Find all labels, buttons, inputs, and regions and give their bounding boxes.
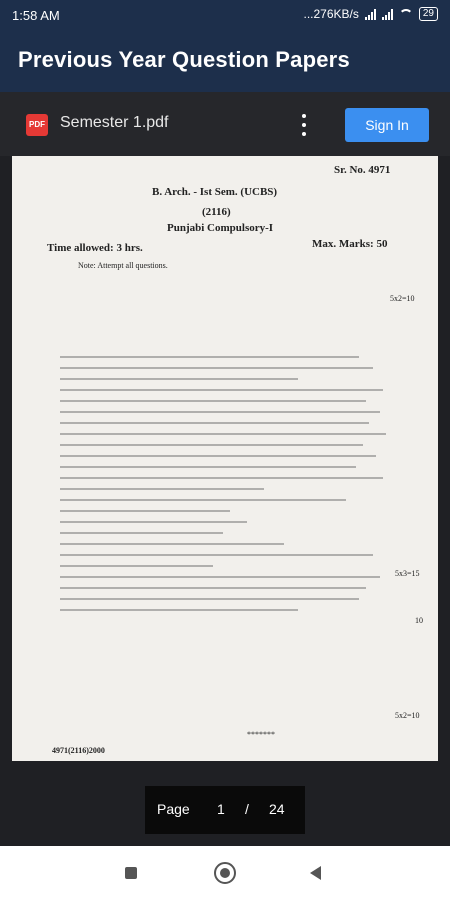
status-bar	[0, 0, 450, 30]
document-page	[12, 156, 438, 761]
footer-stars: *******	[247, 730, 275, 739]
system-nav-bar	[0, 846, 450, 900]
pdf-icon: PDF	[26, 114, 48, 136]
home-icon[interactable]	[214, 862, 236, 884]
page-label: Page	[157, 801, 190, 817]
signal-icon	[365, 9, 376, 20]
page-indicator[interactable]	[145, 786, 305, 834]
app-bar	[0, 30, 450, 92]
time-allowed: Time allowed: 3 hrs.	[47, 242, 143, 254]
total-pages: 24	[269, 801, 285, 817]
page-separator: /	[245, 801, 249, 817]
marks-q5: 5x2=10	[395, 711, 420, 720]
document-body-text	[60, 356, 400, 620]
battery-icon: 29	[419, 7, 438, 21]
footer-code: 4971(2116)2000	[52, 746, 105, 755]
pdf-viewer[interactable]	[0, 156, 450, 846]
course-heading: B. Arch. - Ist Sem. (UCBS)	[152, 186, 278, 198]
sign-in-button[interactable]: Sign In	[345, 108, 429, 142]
note: Note: Attempt all questions.	[78, 261, 168, 270]
more-vert-icon[interactable]	[298, 112, 310, 138]
marks-q1: 5x2=10	[390, 294, 415, 303]
current-page: 1	[217, 801, 225, 817]
network-speed: ...276KB/s	[303, 7, 359, 21]
marks-q4: 10	[415, 616, 423, 625]
signal-icon-2	[382, 9, 393, 20]
subject-heading: Punjabi Compulsory-I	[167, 222, 274, 234]
file-name: Semester 1.pdf	[60, 114, 169, 131]
page-title: Previous Year Question Papers	[18, 47, 350, 72]
wifi-icon	[399, 9, 413, 20]
course-code: (2116)	[202, 206, 231, 218]
pdf-toolbar	[0, 92, 450, 156]
status-indicators	[304, 7, 439, 21]
max-marks: Max. Marks: 50	[312, 238, 388, 250]
marks-q3: 5x3=15	[395, 569, 420, 578]
recents-icon[interactable]	[125, 867, 137, 879]
serial-number: Sr. No. 4971	[334, 164, 391, 176]
status-time: 1:58 AM	[12, 8, 60, 23]
back-icon[interactable]	[310, 866, 321, 880]
